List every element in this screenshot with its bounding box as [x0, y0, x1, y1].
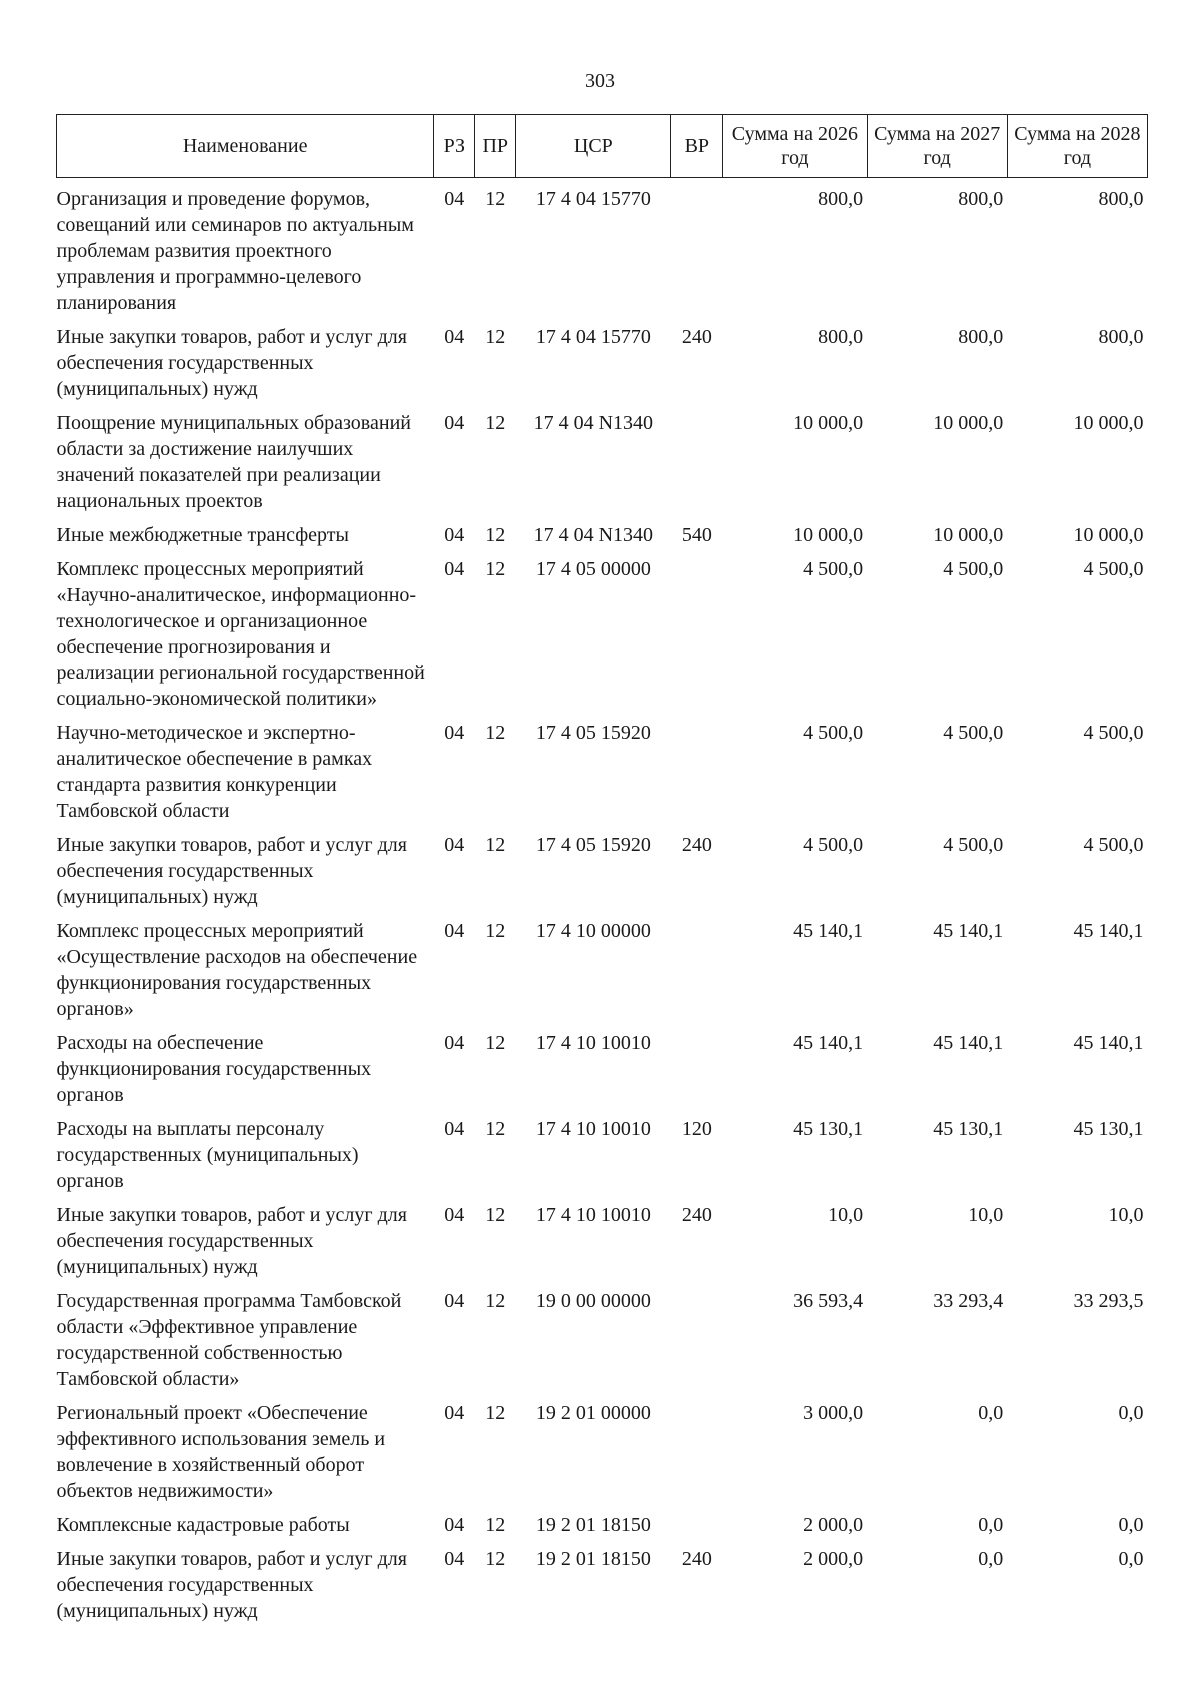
header-rz: РЗ [434, 115, 475, 178]
cell-name: Расходы на обеспечение функционирования государственных органов [56, 1032, 372, 1106]
cell-pr: 12 [485, 326, 506, 348]
cell-name: Иные межбюджетные трансферты [56, 524, 349, 546]
cell-name: Иные закупки товаров, работ и услуг для обеспечения государственных (муниципальных) нужд [56, 326, 407, 400]
table-row [57, 1546, 1148, 1632]
cell-csr: 19 2 01 00000 [535, 1402, 651, 1424]
cell-csr: 19 2 01 18150 [535, 1548, 651, 1570]
cell-sum-2028: 4 500,0 [1083, 558, 1144, 580]
cell-vr [671, 556, 723, 720]
cell-name: Иные закупки товаров, работ и услуг для обеспечения государственных (муниципальных) нужд [56, 834, 407, 908]
cell-csr: 19 0 00 00000 [535, 1290, 651, 1312]
cell-name: Комплекс процессных мероприятий «Научно-аналитическое, информационно-технологическое и организационное обеспечение прогнозирования и реализации региональной государственной социально-экономической политики» [56, 558, 425, 710]
cell-pr: 12 [485, 1032, 506, 1054]
table-row [57, 556, 1148, 720]
cell-csr: 17 4 04 15770 [535, 326, 651, 348]
cell-name: Организация и проведение форумов, совещаний или семинаров по актуальным проблемам развития проектного управления и программно-целевого планирования [56, 188, 414, 314]
table-row [57, 410, 1148, 522]
table-row [57, 1116, 1148, 1202]
cell-sum-2028: 33 293,5 [1073, 1290, 1144, 1312]
budget-table [56, 114, 1148, 1632]
cell-sum-2027: 800,0 [958, 188, 1004, 210]
cell-sum-2027: 10 000,0 [933, 412, 1004, 434]
cell-name: Комплекс процессных мероприятий «Осуществление расходов на обеспечение функционирования государственных органов» [56, 920, 418, 1020]
header-name: Наименование [57, 115, 434, 178]
table-row [57, 1202, 1148, 1288]
cell-name: Научно-методическое и экспертно-аналитическое обеспечение в рамках стандарта развития конкуренции Тамбовской области [56, 722, 373, 822]
table-row [57, 522, 1148, 556]
cell-sum-2026: 2 000,0 [803, 1548, 864, 1570]
cell-sum-2027: 4 500,0 [943, 834, 1004, 856]
cell-rz: 04 [444, 188, 465, 210]
cell-rz: 04 [444, 1290, 465, 1312]
cell-rz: 04 [444, 1402, 465, 1424]
cell-sum-2026: 3 000,0 [803, 1402, 864, 1424]
cell-sum-2026: 4 500,0 [803, 722, 864, 744]
table-row [57, 324, 1148, 410]
cell-csr: 17 4 10 10010 [535, 1032, 651, 1054]
cell-vr [671, 720, 723, 832]
cell-csr: 19 2 01 18150 [535, 1514, 651, 1536]
cell-name: Комплексные кадастровые работы [56, 1514, 350, 1536]
cell-sum-2026: 2 000,0 [803, 1514, 864, 1536]
cell-sum-2027: 45 140,1 [933, 1032, 1004, 1054]
cell-sum-2027: 4 500,0 [943, 722, 1004, 744]
cell-csr: 17 4 05 15920 [535, 834, 651, 856]
cell-sum-2026: 4 500,0 [803, 558, 864, 580]
cell-sum-2028: 4 500,0 [1083, 722, 1144, 744]
header-csr: ЦСР [516, 115, 671, 178]
header-2027: Сумма на 2027 год [867, 115, 1007, 178]
cell-sum-2027: 0,0 [978, 1402, 1004, 1424]
cell-vr [671, 1400, 723, 1512]
page-number: 303 [585, 70, 615, 92]
cell-pr: 12 [485, 524, 506, 546]
cell-rz: 04 [444, 834, 465, 856]
cell-vr: 240 [681, 834, 712, 856]
cell-sum-2028: 45 140,1 [1073, 920, 1144, 942]
cell-vr: 240 [681, 326, 712, 348]
cell-csr: 17 4 10 10010 [535, 1118, 651, 1140]
cell-sum-2027: 0,0 [978, 1514, 1004, 1536]
cell-vr: 120 [681, 1118, 712, 1140]
cell-pr: 12 [485, 722, 506, 744]
cell-csr: 17 4 04 15770 [535, 188, 651, 210]
cell-sum-2027: 4 500,0 [943, 558, 1004, 580]
cell-sum-2028: 800,0 [1098, 188, 1144, 210]
cell-sum-2028: 45 130,1 [1073, 1118, 1144, 1140]
cell-rz: 04 [444, 1204, 465, 1226]
cell-sum-2027: 45 140,1 [933, 920, 1004, 942]
cell-sum-2028: 4 500,0 [1083, 834, 1144, 856]
header-vr: ВР [671, 115, 723, 178]
cell-rz: 04 [444, 1118, 465, 1140]
cell-pr: 12 [485, 412, 506, 434]
table-row [57, 1512, 1148, 1546]
header-2028: Сумма на 2028 год [1007, 115, 1147, 178]
cell-pr: 12 [485, 558, 506, 580]
cell-sum-2027: 10 000,0 [933, 524, 1004, 546]
cell-name: Государственная программа Тамбовской области «Эффективное управление государственной собственностью Тамбовской области» [56, 1290, 402, 1390]
cell-sum-2026: 10 000,0 [793, 412, 864, 434]
table-row [57, 720, 1148, 832]
cell-sum-2028: 10 000,0 [1073, 524, 1144, 546]
cell-sum-2028: 800,0 [1098, 326, 1144, 348]
cell-vr [671, 1512, 723, 1546]
cell-csr: 17 4 10 00000 [535, 920, 651, 942]
cell-sum-2026: 45 130,1 [793, 1118, 864, 1140]
cell-pr: 12 [485, 188, 506, 210]
cell-name: Иные закупки товаров, работ и услуг для обеспечения государственных (муниципальных) нужд [56, 1204, 407, 1278]
cell-sum-2028: 0,0 [1118, 1514, 1144, 1536]
cell-sum-2028: 10 000,0 [1073, 412, 1144, 434]
table-row [57, 918, 1148, 1030]
cell-csr: 17 4 05 00000 [535, 558, 651, 580]
cell-sum-2026: 800,0 [818, 326, 864, 348]
cell-vr [671, 1288, 723, 1400]
cell-sum-2026: 4 500,0 [803, 834, 864, 856]
table-row [57, 1288, 1148, 1400]
cell-name: Иные закупки товаров, работ и услуг для обеспечения государственных (муниципальных) нужд [56, 1548, 407, 1622]
cell-sum-2026: 45 140,1 [793, 1032, 864, 1054]
cell-sum-2026: 800,0 [818, 188, 864, 210]
table-row [57, 178, 1148, 325]
cell-csr: 17 4 04 N1340 [533, 412, 654, 434]
cell-name: Региональный проект «Обеспечение эффективного использования земель и вовлечение в хозяйственный оборот объектов недвижимости» [56, 1402, 386, 1502]
cell-name: Расходы на выплаты персоналу государственных (муниципальных) органов [56, 1118, 359, 1192]
cell-vr: 240 [681, 1548, 712, 1570]
cell-sum-2026: 36 593,4 [793, 1290, 864, 1312]
cell-pr: 12 [485, 920, 506, 942]
cell-pr: 12 [485, 1118, 506, 1140]
table-row [57, 1030, 1148, 1116]
cell-sum-2027: 10,0 [968, 1204, 1004, 1226]
cell-sum-2028: 0,0 [1118, 1548, 1144, 1570]
cell-sum-2026: 45 140,1 [793, 920, 864, 942]
cell-sum-2027: 0,0 [978, 1548, 1004, 1570]
cell-rz: 04 [444, 1548, 465, 1570]
cell-rz: 04 [444, 524, 465, 546]
cell-pr: 12 [485, 1204, 506, 1226]
cell-sum-2026: 10 000,0 [793, 524, 864, 546]
cell-vr: 240 [681, 1204, 712, 1226]
cell-vr [671, 178, 723, 325]
table-body [57, 178, 1148, 1633]
table-row [57, 1400, 1148, 1512]
cell-rz: 04 [444, 1032, 465, 1054]
cell-rz: 04 [444, 722, 465, 744]
cell-csr: 17 4 05 15920 [535, 722, 651, 744]
cell-sum-2027: 33 293,4 [933, 1290, 1004, 1312]
cell-pr: 12 [485, 1290, 506, 1312]
cell-sum-2028: 45 140,1 [1073, 1032, 1144, 1054]
header-row [57, 115, 1148, 178]
cell-vr [671, 410, 723, 522]
cell-csr: 17 4 10 10010 [535, 1204, 651, 1226]
cell-rz: 04 [444, 326, 465, 348]
cell-name: Поощрение муниципальных образований области за достижение наилучших значений показателей при реализации национальных проектов [56, 412, 411, 512]
cell-sum-2026: 10,0 [828, 1204, 864, 1226]
cell-rz: 04 [444, 558, 465, 580]
cell-pr: 12 [485, 1402, 506, 1424]
cell-sum-2027: 800,0 [958, 326, 1004, 348]
header-2026: Сумма на 2026 год [723, 115, 867, 178]
cell-pr: 12 [485, 1514, 506, 1536]
cell-vr [671, 918, 723, 1030]
cell-sum-2028: 10,0 [1108, 1204, 1144, 1226]
cell-pr: 12 [485, 834, 506, 856]
cell-rz: 04 [444, 1514, 465, 1536]
header-pr: ПР [475, 115, 516, 178]
cell-rz: 04 [444, 920, 465, 942]
cell-rz: 04 [444, 412, 465, 434]
table-row [57, 832, 1148, 918]
cell-vr: 540 [681, 524, 712, 546]
cell-vr [671, 1030, 723, 1116]
cell-csr: 17 4 04 N1340 [533, 524, 654, 546]
cell-pr: 12 [485, 1548, 506, 1570]
cell-sum-2028: 0,0 [1118, 1402, 1144, 1424]
cell-sum-2027: 45 130,1 [933, 1118, 1004, 1140]
